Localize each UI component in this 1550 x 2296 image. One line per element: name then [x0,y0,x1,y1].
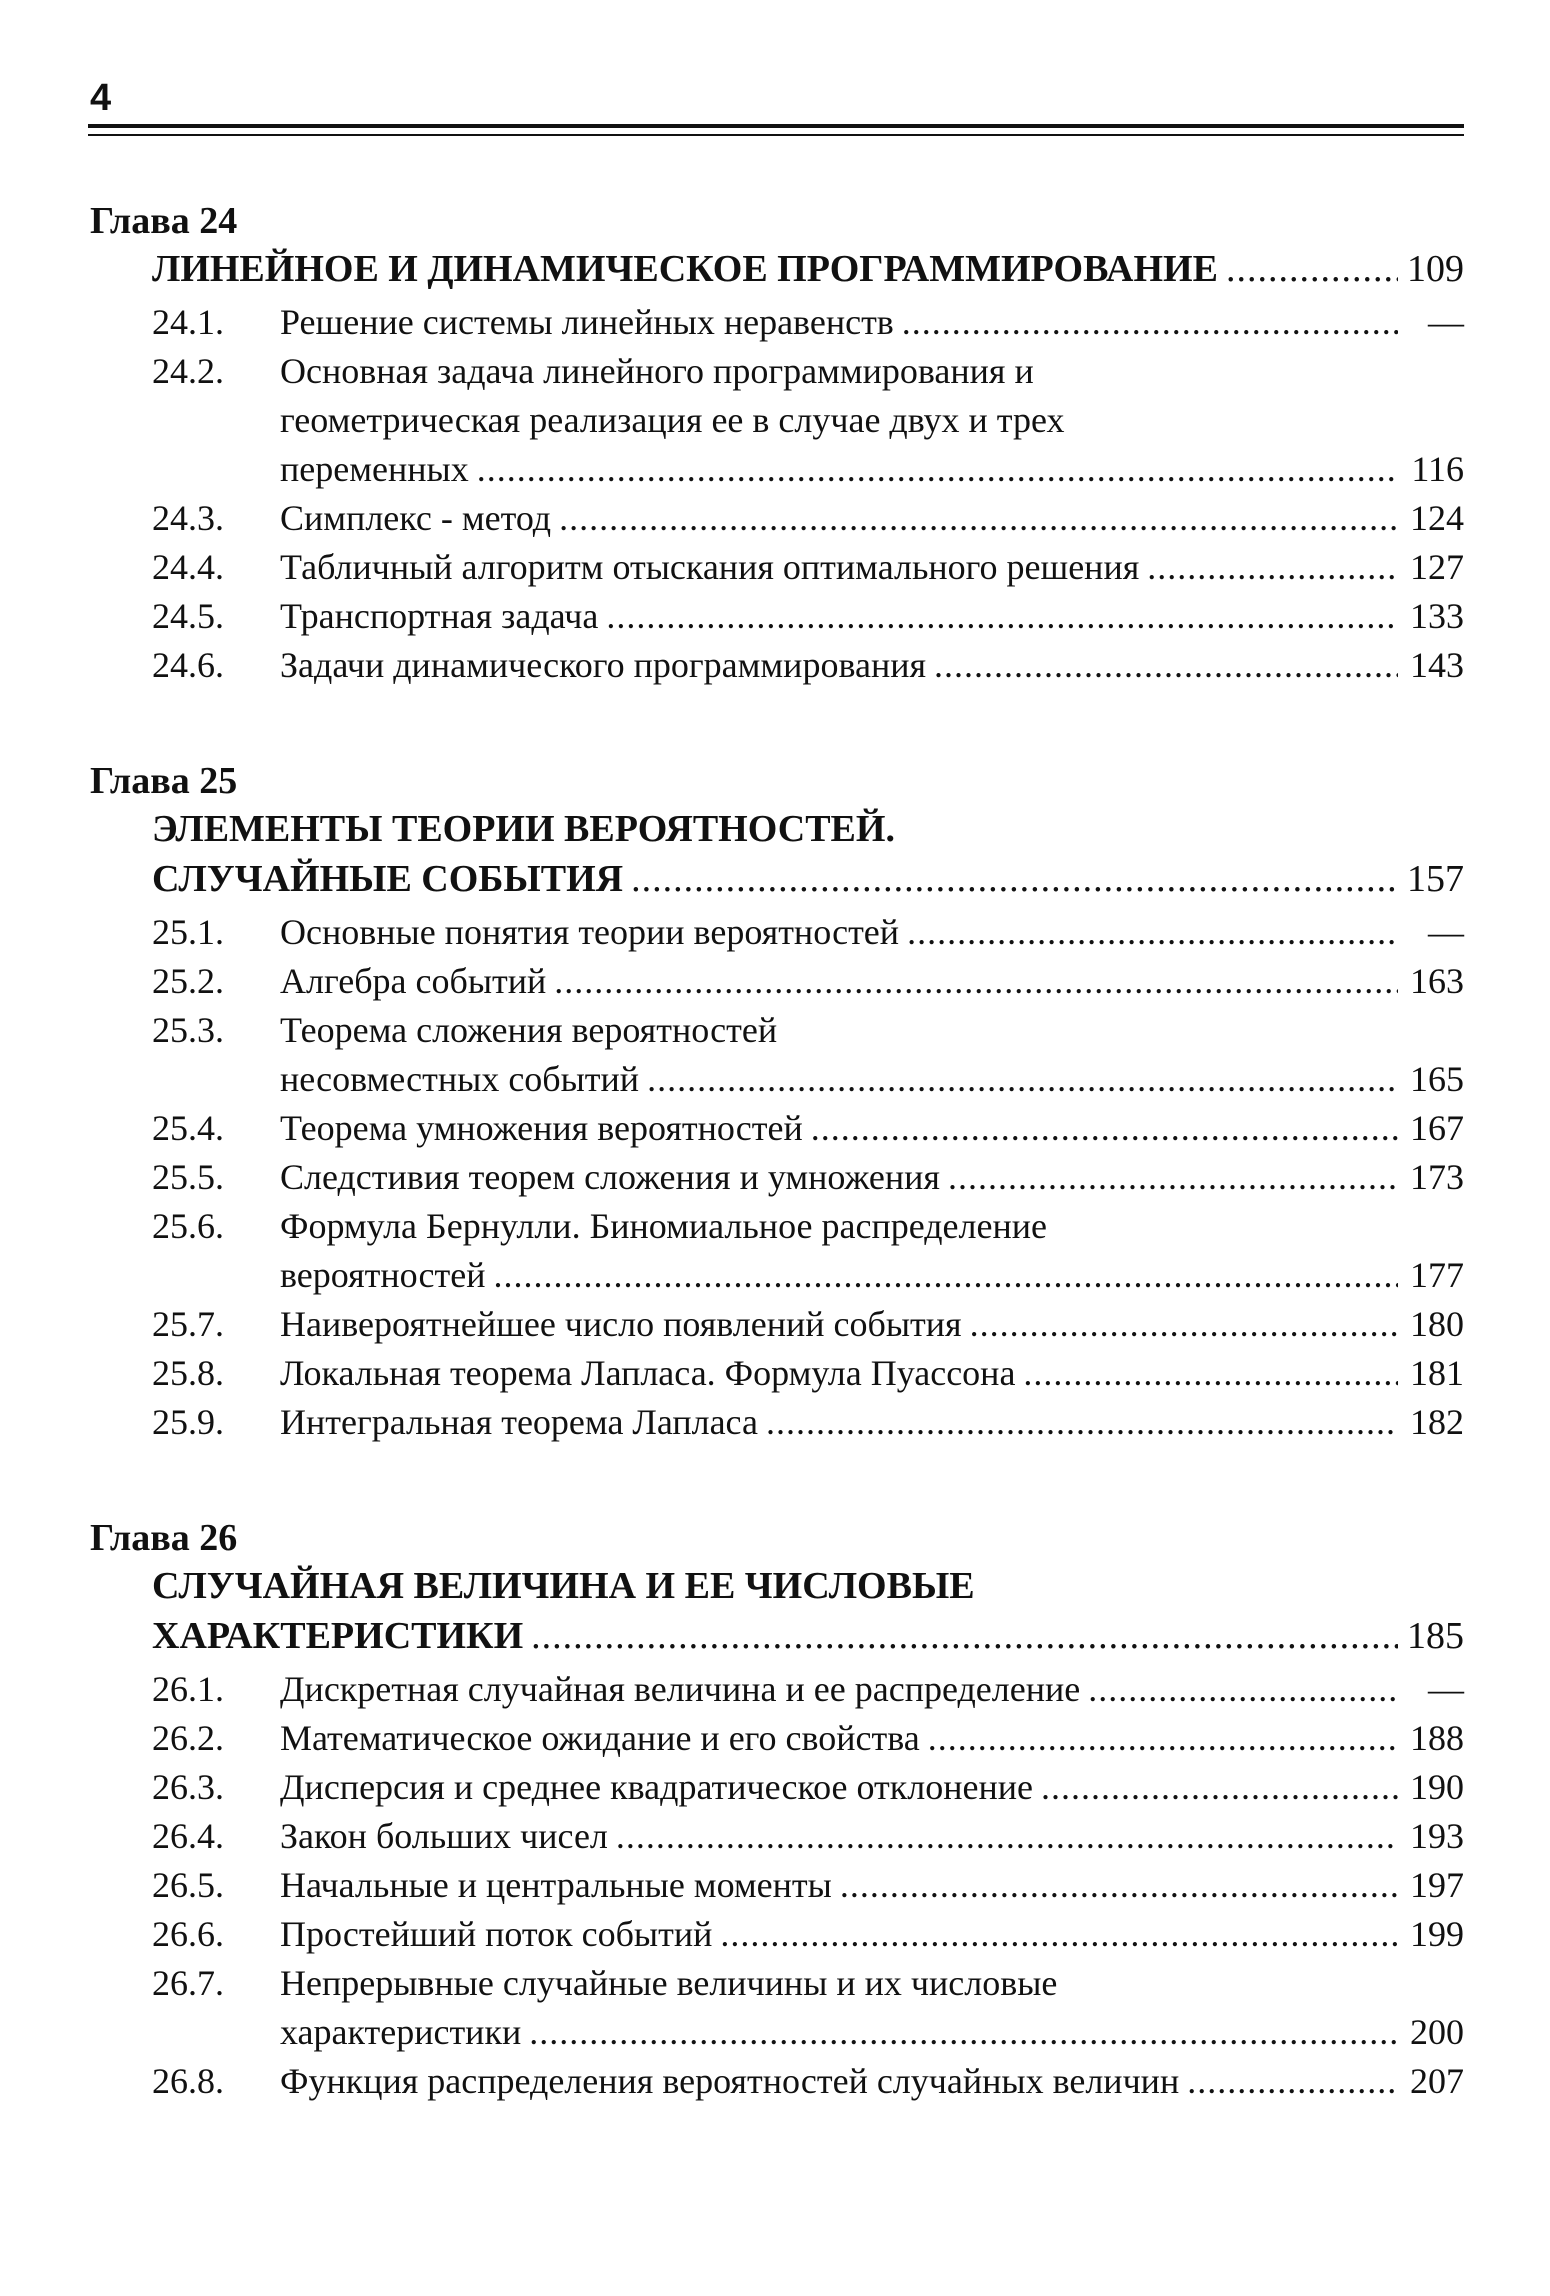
section-title-last-page-number: 133 [1410,596,1464,636]
section-title-last-line [280,543,1464,592]
section-title-last-line [280,1861,1464,1910]
section-entry [152,1202,1464,1300]
section-body [280,1104,1464,1153]
section-title-last-line [280,1763,1464,1812]
section-title-last-text: Основные понятия теории вероятностей [280,912,900,952]
section-title-last-page-number: 143 [1410,645,1464,685]
section-number: 25.4. [152,1108,224,1148]
section-entry [152,1153,1464,1202]
dot-leader [948,1153,1398,1202]
section-title-last-line [280,1300,1464,1349]
section-list [90,1665,1464,2106]
section-entry [152,298,1464,347]
chapter-title-line: ЭЛЕМЕНТЫ ТЕОРИИ ВЕРОЯТНОСТЕЙ. [152,808,895,850]
dot-leader [554,957,1398,1006]
section-number: 24.3. [152,498,224,538]
dot-leader [720,1910,1398,1959]
section-title-last-text: характеристики [280,2012,522,2052]
section-body [280,957,1464,1006]
dot-leader [907,908,1398,957]
section-list [90,908,1464,1447]
section-body [280,1812,1464,1861]
chapter-title [152,804,1464,904]
section-entry [152,1910,1464,1959]
section-list [90,298,1464,690]
section-title-line: Теорема сложения вероятностей [280,1010,778,1050]
section-body [280,347,1464,494]
section-title-last-text: Симплекс - метод [280,498,552,538]
section-title-last-line [280,445,1464,494]
section-entry [152,957,1464,1006]
section-number: 24.6. [152,645,224,685]
section-number: 25.1. [152,912,224,952]
section-title-last-line [280,1665,1464,1714]
section-title-last-page-number: 124 [1410,498,1464,538]
section-number: 24.2. [152,351,224,391]
section-body [280,2057,1464,2106]
chapter-label: Глава 25 [90,760,238,802]
dot-leader [970,1300,1398,1349]
section-body [280,1398,1464,1447]
section-title-last-line [280,1349,1464,1398]
section-title-last-line [280,1398,1464,1447]
section-entry [152,908,1464,957]
section-title-last-text: Следстивия теорем сложения и умножения [280,1157,940,1197]
header-rule-thin [88,134,1464,136]
page-number: 4 [90,77,112,119]
section-title-last-page-number: — [1428,912,1464,952]
section-title-last-text: несовместных событий [280,1059,640,1099]
section-title-last-page-number: 197 [1410,1865,1464,1905]
dot-leader [811,1104,1398,1153]
section-entry [152,592,1464,641]
section-entry [152,1300,1464,1349]
chapter-block [90,198,1464,690]
dot-leader [840,1861,1398,1910]
section-entry [152,347,1464,494]
section-title-last-line [280,2008,1464,2057]
section-entry [152,1006,1464,1104]
dot-leader [647,1055,1398,1104]
section-title-last-page-number: 207 [1410,2061,1464,2101]
dot-leader [631,854,1398,904]
section-body [280,1763,1464,1812]
section-body [280,543,1464,592]
section-number: 25.2. [152,961,224,1001]
section-body [280,1910,1464,1959]
section-entry [152,1665,1464,1714]
section-title-last-page-number: 173 [1410,1157,1464,1197]
section-title-last-text: Начальные и центральные моменты [280,1865,832,1905]
section-number: 25.9. [152,1402,224,1442]
section-body [280,1006,1464,1104]
dot-leader [928,1714,1398,1763]
section-entry [152,1763,1464,1812]
dot-leader [529,2008,1398,2057]
section-title-last-text: Решение системы линейных неравенств [280,302,894,342]
section-number: 24.5. [152,596,224,636]
section-body [280,1349,1464,1398]
section-title-last-line [280,1153,1464,1202]
section-title-last-line [280,1812,1464,1861]
section-number: 26.7. [152,1963,224,2003]
chapter-title-last-page-number: 157 [1407,858,1464,900]
dot-leader [1226,244,1398,294]
section-body [280,1153,1464,1202]
section-title-last-line [280,1104,1464,1153]
section-body [280,1300,1464,1349]
chapter-title-last-line [152,244,1464,294]
dot-leader [766,1398,1398,1447]
section-title-last-page-number: 193 [1410,1816,1464,1856]
section-title-last-page-number: 180 [1410,1304,1464,1344]
section-title-last-text: Функция распределения вероятностей случайных величин [280,2061,1180,2101]
dot-leader [477,445,1398,494]
section-title-last-page-number: 190 [1410,1767,1464,1807]
section-entry [152,1861,1464,1910]
section-entry [152,543,1464,592]
section-body [280,908,1464,957]
section-title-last-text: Локальная теорема Лапласа. Формула Пуассона [280,1353,1016,1393]
section-title-last-text: вероятностей [280,1255,486,1295]
section-title-last-text: Задачи динамического программирования [280,645,927,685]
section-entry [152,641,1464,690]
section-number: 25.7. [152,1304,224,1344]
section-title-last-line [280,1714,1464,1763]
section-entry [152,1812,1464,1861]
section-title-last-page-number: 163 [1410,961,1464,1001]
section-title-last-page-number: 167 [1410,1108,1464,1148]
section-title-last-text: Алгебра событий [280,961,547,1001]
chapter-title-last-page-number: 185 [1407,1615,1464,1657]
dot-leader [606,592,1398,641]
section-title-last-text: Математическое ожидание и его свойства [280,1718,920,1758]
section-body [280,1202,1464,1300]
section-entry [152,494,1464,543]
section-number: 24.4. [152,547,224,587]
chapter-label: Глава 24 [90,200,238,242]
section-title-last-line [280,494,1464,543]
section-number: 26.8. [152,2061,224,2101]
dot-leader [1023,1349,1398,1398]
dot-leader [616,1812,1398,1861]
section-title-last-text: Закон больших чисел [280,1816,608,1856]
section-body [280,1959,1464,2057]
section-body [280,298,1464,347]
section-title-line: Непрерывные случайные величины и их числовые [280,1963,1058,2003]
section-number: 25.8. [152,1353,224,1393]
chapter-title [152,244,1464,294]
section-body [280,1861,1464,1910]
chapter-title [152,1561,1464,1661]
section-number: 26.1. [152,1669,224,1709]
section-number: 26.3. [152,1767,224,1807]
section-title-last-text: Наивероятнейшее число появлений события [280,1304,962,1344]
dot-leader [531,1611,1398,1661]
section-body [280,494,1464,543]
section-title-last-page-number: 127 [1410,547,1464,587]
section-body [280,592,1464,641]
chapter-title-last-line [152,1611,1464,1661]
section-title-last-line [280,298,1464,347]
dot-leader [1088,1665,1398,1714]
section-title-last-line [280,641,1464,690]
section-number: 25.6. [152,1206,224,1246]
section-entry [152,1959,1464,2057]
section-title-last-page-number: 199 [1410,1914,1464,1954]
section-title-last-text: Транспортная задача [280,596,599,636]
section-title-last-line [280,1055,1464,1104]
section-title-last-page-number: — [1428,302,1464,342]
dot-leader [1147,543,1398,592]
section-title-last-line [280,1910,1464,1959]
section-entry [152,1349,1464,1398]
chapter-title-last-text: ЛИНЕЙНОЕ И ДИНАМИЧЕСКОЕ ПРОГРАММИРОВАНИЕ [152,248,1218,290]
section-title-last-page-number: 165 [1410,1059,1464,1099]
section-title-last-page-number: 200 [1410,2012,1464,2052]
section-body [280,1714,1464,1763]
dot-leader [494,1251,1399,1300]
dot-leader [559,494,1398,543]
section-number: 26.4. [152,1816,224,1856]
section-number: 26.5. [152,1865,224,1905]
section-title-last-page-number: — [1428,1669,1464,1709]
section-body [280,1665,1464,1714]
chapter-block [90,1515,1464,2106]
chapter-title-line: СЛУЧАЙНАЯ ВЕЛИЧИНА И ЕЕ ЧИСЛОВЫЕ [152,1565,975,1607]
section-entry [152,1104,1464,1153]
chapter-block [90,758,1464,1447]
section-number: 24.1. [152,302,224,342]
section-title-last-page-number: 182 [1410,1402,1464,1442]
section-title-last-text: Дисперсия и среднее квадратическое отклонение [280,1767,1033,1807]
dot-leader [902,298,1398,347]
chapter-title-last-line [152,854,1464,904]
section-number: 26.6. [152,1914,224,1954]
section-entry [152,2057,1464,2106]
chapter-title-last-page-number: 109 [1407,248,1464,290]
section-title-line: Основная задача линейного программирования и [280,351,1034,391]
section-title-last-line [280,2057,1464,2106]
section-title-last-line [280,592,1464,641]
section-number: 25.3. [152,1010,224,1050]
section-title-last-line [280,957,1464,1006]
chapter-title-last-text: СЛУЧАЙНЫЕ СОБЫТИЯ [152,858,624,900]
section-title-last-text: Табличный алгоритм отыскания оптимального решения [280,547,1140,587]
dot-leader [1041,1763,1398,1812]
section-title-last-text: Дискретная случайная величина и ее распределение [280,1669,1081,1709]
section-title-last-text: Теорема умножения вероятностей [280,1108,803,1148]
chapter-title-last-text: ХАРАКТЕРИСТИКИ [152,1615,524,1657]
section-title-last-page-number: 177 [1410,1255,1464,1295]
dot-leader [934,641,1398,690]
section-title-last-page-number: 181 [1410,1353,1464,1393]
section-title-last-text: Простейший поток событий [280,1914,713,1954]
section-entry [152,1398,1464,1447]
section-title-last-page-number: 116 [1411,449,1464,489]
section-body [280,641,1464,690]
section-number: 26.2. [152,1718,224,1758]
table-of-contents [90,198,1464,2174]
section-title-last-text: Интегральная теорема Лапласа [280,1402,758,1442]
dot-leader [1187,2057,1398,2106]
section-title-last-text: переменных [280,449,469,489]
header-rule-thick [88,124,1464,128]
section-title-last-page-number: 188 [1410,1718,1464,1758]
chapter-label: Глава 26 [90,1517,238,1559]
section-title-line: геометрическая реализация ее в случае двух и трех [280,400,1065,440]
section-title-line: Формула Бернулли. Биномиальное распределение [280,1206,1047,1246]
section-title-last-line [280,1251,1464,1300]
section-title-last-line [280,908,1464,957]
section-number: 25.5. [152,1157,224,1197]
section-entry [152,1714,1464,1763]
